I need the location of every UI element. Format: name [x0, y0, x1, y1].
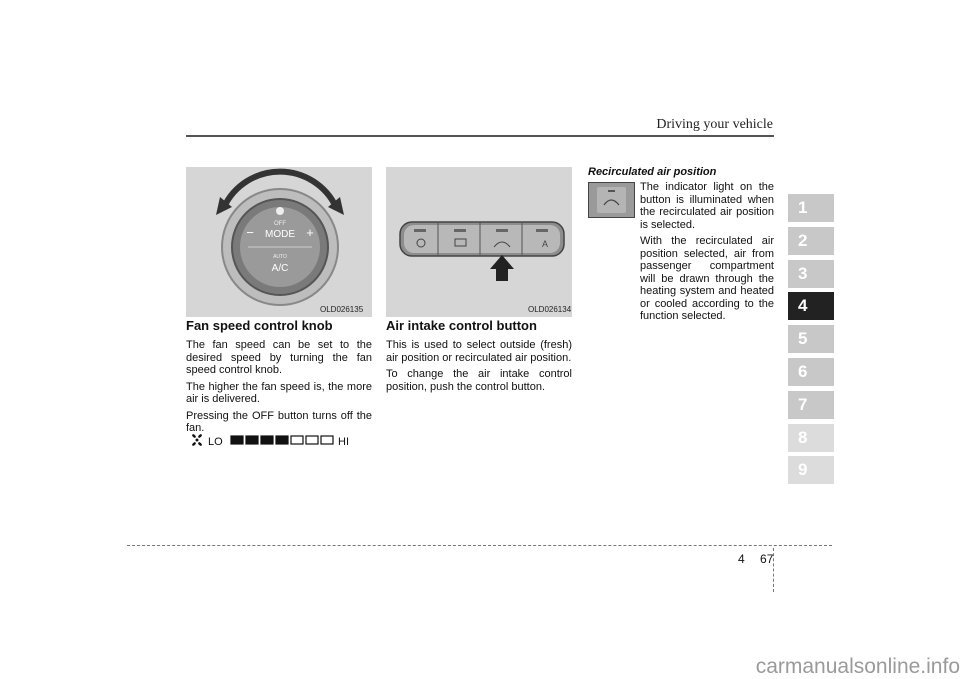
chapter-tab-8[interactable]: 8 — [788, 424, 834, 452]
chapter-tab-3[interactable]: 3 — [788, 260, 834, 288]
fan-hi-label: HI — [338, 436, 349, 447]
knob-auto-label: AUTO — [273, 254, 287, 260]
footer-rule — [127, 545, 832, 546]
fan-speed-scale — [191, 433, 361, 447]
knob-plus-label: + — [306, 225, 314, 240]
chapter-tab-7[interactable]: 7 — [788, 391, 834, 419]
fan-speed-segment — [306, 436, 318, 444]
recirculation-button-image — [588, 182, 635, 218]
paragraph: The fan speed can be set to the desired speed by turning the fan speed control knob. — [186, 339, 372, 376]
fan-speed-segments — [231, 436, 333, 444]
paragraph: Pressing the OFF button turns off the fan. — [186, 409, 372, 434]
recirculation-icon — [589, 183, 634, 217]
fan-speed-segment — [276, 436, 288, 444]
page-chapter: 4 — [738, 552, 745, 566]
page-header-title: Driving your vehicle — [656, 117, 773, 132]
air-intake-illustration — [386, 167, 572, 317]
paragraph: This is used to select outside (fresh) air position or recirculated air position. — [386, 339, 572, 364]
section-subheading: Recirculated air position — [588, 166, 717, 178]
chapter-tab-2[interactable]: 2 — [788, 227, 834, 255]
fan-speed-scale-graphic — [191, 433, 361, 447]
knob-ac-label: A/C — [271, 263, 289, 274]
paragraph: To change the air intake control position, push the control button. — [386, 368, 572, 393]
figure-code: OLD026135 — [320, 305, 364, 314]
air-intake-figure — [386, 167, 572, 317]
watermark: carmanualsonline.info — [755, 655, 960, 678]
fan-lo-label: LO — [208, 436, 223, 447]
chapter-tab-5[interactable]: 5 — [788, 325, 834, 353]
chapter-tab-9[interactable]: 9 — [788, 456, 834, 484]
fan-speed-segment — [321, 436, 333, 444]
paragraph: The indicator light on the button is illuminated when the recirculated air position is selected. — [640, 181, 774, 231]
fan-speed-segment — [261, 436, 273, 444]
fan-speed-segment — [246, 436, 258, 444]
knob-minus-label: − — [246, 225, 254, 240]
page-index: 67 — [760, 552, 774, 566]
paragraph: The higher the fan speed is, the more air is delivered. — [186, 380, 372, 405]
header-rule — [186, 135, 774, 137]
fan-icon — [192, 434, 203, 447]
chapter-tab-6[interactable]: 6 — [788, 358, 834, 386]
knob-off-label: OFF — [274, 221, 286, 227]
page-number — [738, 552, 773, 566]
svg-text:A: A — [542, 239, 549, 249]
fan-knob-illustration — [186, 167, 372, 317]
middle-column-text — [386, 318, 572, 393]
figure-code: OLD026134 — [528, 305, 572, 314]
left-column-text — [186, 318, 372, 435]
fan-speed-segment — [291, 436, 303, 444]
section-heading: Fan speed control knob — [186, 318, 333, 333]
chapter-tab-1[interactable]: 1 — [788, 194, 834, 222]
paragraph: With the recirculated air position selected, air from passenger compartment will be drawn through the heating system and heated or cooled according to the function selected. — [640, 235, 774, 322]
fan-speed-segment — [231, 436, 243, 444]
fan-knob-figure — [186, 167, 372, 317]
right-column-text — [640, 181, 774, 323]
section-heading: Air intake control button — [386, 318, 537, 333]
chapter-tab-4[interactable]: 4 — [788, 292, 834, 320]
knob-mode-label: MODE — [265, 229, 295, 240]
